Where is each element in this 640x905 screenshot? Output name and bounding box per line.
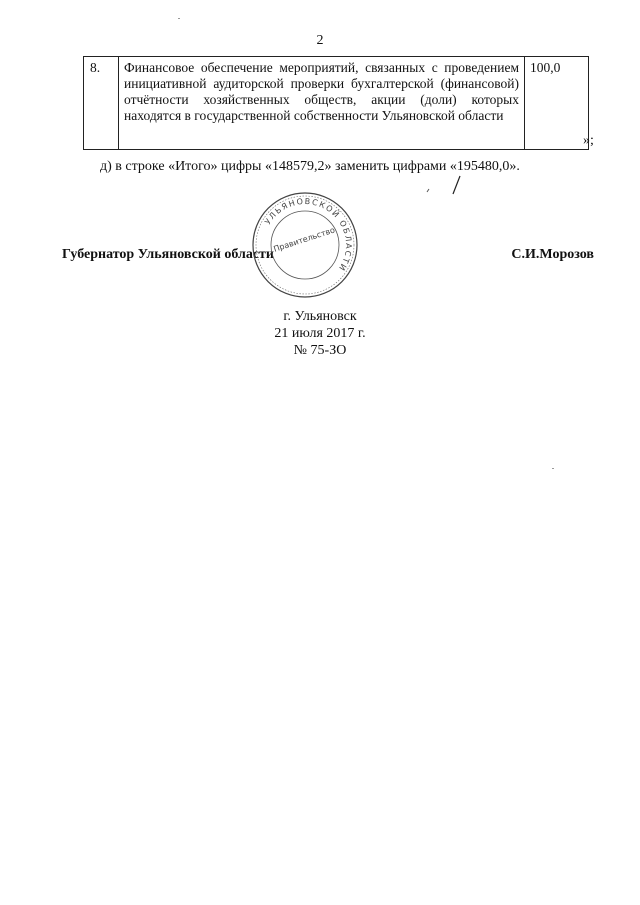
official-seal <box>250 190 360 300</box>
table-row <box>84 57 589 150</box>
row-description: Финансовое обеспечение мероприятий, связанных с проведением инициативной аудиторской проверки бухгалтерской (финансовой) отчётности хозяйственных обществ, акции (доли) которых находятся в государственной собственности Ульяновской области <box>119 57 525 150</box>
governor-title: Губернатор Ульяновской области <box>62 247 274 262</box>
law-number: № 75-ЗО <box>293 343 347 358</box>
signature-mark <box>425 172 465 196</box>
closing-quote: »; <box>583 133 594 148</box>
city: г. Ульяновск <box>283 309 357 324</box>
row-value: 100,0 <box>525 57 589 150</box>
budget-table-row <box>83 56 589 150</box>
scan-speck <box>178 18 180 19</box>
document-footer <box>0 308 640 359</box>
scan-speck <box>552 468 554 469</box>
amendment-text: д) в строке «Итого» цифры «148579,2» заменить цифрами «195480,0». <box>100 159 520 174</box>
svg-text:УЛЬЯНОВСКОЙ ОБЛАСТИ: УЛЬЯНОВСКОЙ ОБЛАСТИ <box>263 196 354 274</box>
row-number: 8. <box>84 57 119 150</box>
page-number: 2 <box>316 33 324 48</box>
governor-name: С.И.Морозов <box>511 247 594 262</box>
svg-text:Правительство: Правительство <box>272 225 337 254</box>
law-date: 21 июля 2017 г. <box>274 326 366 341</box>
